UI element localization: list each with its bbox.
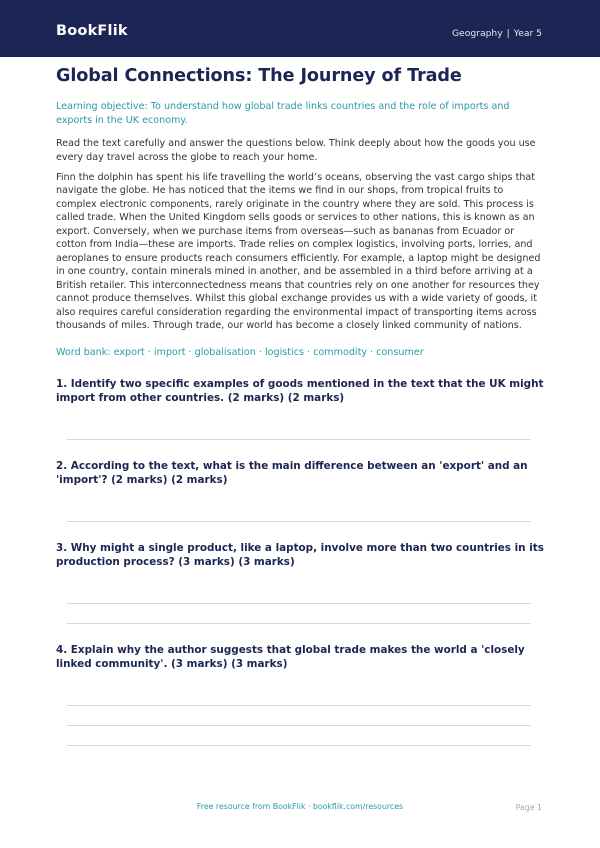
answer-line-q4-2[interactable] (67, 725, 531, 726)
answer-line-q2-1[interactable] (67, 521, 531, 522)
word-bank: Word bank: export · import · globalisation · logistics · commodity · consumer (56, 347, 424, 358)
question-3: 3. Why might a single product, like a laptop, involve more than two countries in its production process? (3 marks) (3 marks) (56, 542, 544, 568)
answer-line-q4-3[interactable] (67, 745, 531, 746)
question-1: 1. Identify two specific examples of goods mentioned in the text that the UK might import from other countries. (2 marks) (2 marks) (56, 378, 544, 404)
answer-line-q3-2[interactable] (67, 623, 531, 624)
year-label: Year 5 (513, 28, 542, 39)
reading-passage: Finn the dolphin has spent his life travelling the world’s oceans, observing the vast cargo ships that navigate the globe. He has noticed that the items we find in our shops, from tropical fruits to complex electronic components, rarely originate in the country where they are sold. This process is called trade. When the United Kingdom sells goods or services to other nations, this is known as an export. Conversely, when we purchase items from overseas—such as bananas from Ecuador or cotton from India—these are imports. Trade relies on complex logistics, involving ports, lorries, and aeroplanes to ensure products reach consumers efficiently. For example, a laptop might be designed in one country, contain minerals mined in another, and be assembled in a third before arriving at a British retailer. This interconnectedness means that countries rely on one another for resources they cannot produce themselves. Whilst this global exchange provides us with a wide variety of goods, it also requires careful consideration regarding the environmental impact of transporting items across thousands of miles. Through trade, our world has become a closely linked community of nations. (56, 172, 541, 331)
learning-objective: Learning objective: To understand how global trade links countries and the role of imports and exports in the UK economy. (56, 101, 510, 126)
subject-label: Geography (451, 28, 503, 39)
answer-line-q4-1[interactable] (67, 705, 531, 706)
worksheet-title: Global Connections: The Journey of Trade (56, 66, 462, 86)
answer-line-q1-1[interactable] (67, 439, 531, 440)
page-number: Page 1 (515, 803, 542, 812)
question-4: 4. Explain why the author suggests that global trade makes the world a 'closely linked community'. (3 marks) (3 marks) (56, 644, 525, 670)
meta-separator: | (506, 28, 510, 39)
brand-logo[interactable]: BookFlik (56, 23, 128, 39)
question-2: 2. According to the text, what is the main difference between an 'export' and an 'import'? (2 marks) (2 marks) (56, 460, 528, 486)
footer-resource-link[interactable]: Free resource from BookFlik · bookflik.com/resources (196, 802, 404, 811)
page-header (0, 0, 600, 57)
answer-line-q3-1[interactable] (67, 603, 531, 604)
subject-year-label (452, 28, 542, 39)
instructions: Read the text carefully and answer the questions below. Think deeply about how the goods you use every day travel across the globe to reach your home. (56, 138, 536, 163)
